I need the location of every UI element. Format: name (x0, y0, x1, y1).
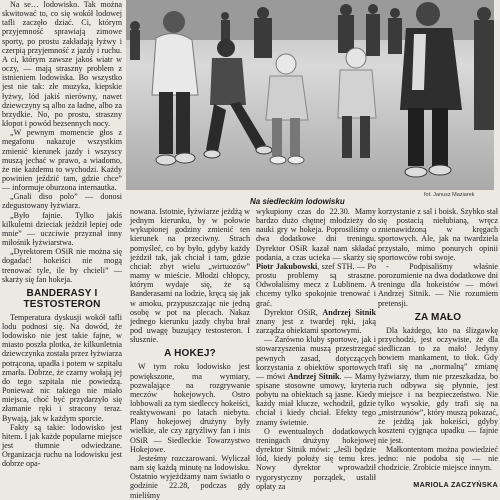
paragraph: Temperatura dyskusji wokół tafli lodu podnosi się. Na dowód, że lodowisko nie jest takie fajne, w miasto poszła plotka, że kilkunletnia dziewczynka została przez łyżwiarza potrącona, upadła i potem w szpitalu zmarła. Dobrze, że czarny wołają jej do tego szpitala nie powiedzą. Ponieważ nic takiego nie miało miejsca, choć być przydarzyło się złamanie ręki i stracony teraz. Bywają, jak w każdym sporcie. (2, 312, 122, 423)
section-heading: ZA MAŁO (414, 311, 462, 323)
photo-caption: Na siedleckim lodowisku (250, 197, 345, 206)
section-heading: A HOKEJ? (164, 348, 216, 360)
paragraph: korzystanie z sal i boisk. Szybko stał się postacią niełubianą, wręcz znienawidzoną w kręgach sportowych. Ale, jak na twardziela przystało, mimo ponurych opinii sportowców robi swoje. (378, 207, 498, 262)
paragraph: „Gnali diso polo” — donosi zdegustowany łyżwiarz. (2, 192, 122, 211)
paragraph: wykupiony czas do 22.30. Mamy bardzo dużo chętnej młodzieży do nauki gry w hokeja. Poprosiliśmy o dwa dodatkowe dni treningu. Dyrektor OSiR kazał nam składać podania, a czas ucieka — skarży się Piotr Jakubowski, szef STH. — Po prostu problemy są straszne. Odwołaliśmy mecz z Lublinem. A chcemy tylko spokojnie trenować i grać. (256, 207, 376, 308)
paragraph: Fakty są takie: lodowisko jest hitem. I jak każde popularne miejsce jest tłumnie odwiedzane. Organizacja ruchu na lodowisku jest dobrze opa- (2, 422, 122, 469)
paragraph: W tym roku lodowisko jest powiększone, ma wymiary, pozwalające na rozgrywanie meczów hokejowych. Ostro lobbowali za tym siedleccy hokeiści, reaktywowani po latach niebytu. Plany hokejowej drużyny były wielkie, ale czy zgryźliwy fan i inis OSiR — Siedleckie Towarzystwo Hokejowe. (130, 362, 250, 454)
article-column-3 (256, 207, 377, 491)
article-column-2 (130, 207, 250, 500)
paragraph: Małkontentom można powiedzieć jedno: nie podoba się — nie chodzicie. Zrobicie miejsce innym. (378, 444, 498, 473)
paragraph: „W pewnym momencie głos z megafonu nakazuje wszystkim zmienić kierunek jazdy i wszyscy muszą jechać w prawo, a wiadomo, że nie każdemu to wychodzi. Każdy powinien jeździć tam, gdzie chce” — informuje oburzona internautka. (2, 128, 122, 193)
section-heading: BANDERASY I TESTOSTERON (23, 287, 101, 310)
article-column-1 (2, 0, 122, 473)
paragraph: „Dyrektorem OSiR nie można się dogadać! hokeiści nie mogą trenować tyle, ile by chcieli” — skarży się fan hokeja. (2, 247, 122, 284)
article-column-4 (378, 207, 498, 490)
paragraph: - Podpisaliśmy właśnie porozumienie na dwa dodatkowe dni treningu dla hokeistów — mówi Andrzej Sitnik. — Nie rozumiem pretensji. (378, 261, 498, 308)
paragraph: „Było fajnie. Tylko jakiś kilkuletni dzieciak jeździł lepiej ode mnie” — uczciwie przyznał inny miłośnik łyżwiarstwa. (2, 210, 122, 248)
paragraph: nowana. Istotnie, łyżwiarze jeżdżą w jednym kierunku, by w połowie wykupionej godziny zmienić ten kierunek na przeciwny. Strach pomyśleć, co by było, gdyby każdy jeździł tak, jak chciał i tam, gdzie chciał: zbyt wielu „wirtuozów” mamy w mieście. Młodzi chłopcy, którym wydaje się, że są Banderasami na lodzie, kręcą się jak w amoku, przypuszczając nie jedną osobę w pot na plecach. Nakaz jednego kierunku jazdy chyba brał pod uwagę buzujący testosteron. I słusznie. (130, 207, 250, 345)
paragraph: Dyrektor OSiR, Andrzej Sitnik znany jest z twardej ręki, jaką zarządza obiektami sportowymi. (256, 307, 377, 336)
paragraph: Jesteśmy rozczarowani. Wyliczał nam się każdą minutę na lodowisku. Ostatnio wyjeżdżamy nam światło o godzinie 22.28, podczas gdy mieliśmy (130, 453, 250, 500)
paragraph: — Zarówno kluby sportowe, jak i stowarzyszenia muszą przestrzegać pewnych zasad, dotyczących korzystania z obiektów sportowych — mówi Andrzej Sitnik. — Mamy spisane stosowne umowy, kryteria pobytu na obiektach są jasne. Kiedy każdy miał klucze, wchodził, gdzie chciał i kiedy chciał. Efekty tego znamy świetnie. (256, 335, 376, 427)
skating-rink-photo (126, 0, 494, 190)
author-signature: MARIOLA ZACZYŃSKA (413, 480, 498, 490)
paragraph: O ewentualnych dodatkowych treningach drużyny hokejowej dyrektor Sitnik mówi: „Jeśli będzie lód, kiedy położy się temu kres. Nowy dyrektor wprowadził rygorystyczny porządek, ustalił opłaty za (256, 426, 376, 491)
paragraph: Na se… lodowisko. Tak można skwitować to, co się wokół lodowej tafli zaczęło dziać. Ci, którym przyjemność sprawiają zimowe sporty, po prostu zakładają łyżwy i czerpią przyjemność z jazdy i ruchu. A ci, którym zawsze jakoś wiatr w oczy, — mają straszny problem z istnieniem lodowiska. Bo wszystko jest nie tak: złe muzyka, kiepskie łyżwy, lód jakiś nierówny, nawet dziewczyny są albo za ładne, albo za brzydkie. No, po prostu, straszny kłopot i powód bezsennych nocy. (2, 0, 122, 129)
photo-credit: fot. Janusz Maziarek (424, 192, 475, 198)
paragraph: Dla każdego, kto na ślizgawkę przychodzi, jest oczywiste, że dla siedliczan to za mało! Jedyny bowiem mankament, to tłok. Gdy trafi się na „normalną” zmianę łyżwiarzy, tłum nie przeszkadza, bo ruch odbywa się płynnie, jest miejsce i na bezpieczeństwo. Nie tylko wysokie, gdy trafi się na „mistrzunów”, który muszą pokazać, że jeżdżą jak hokeiści, gdyby koszteni cyjgnąca upadku — fajnie nie jest. (378, 325, 498, 445)
